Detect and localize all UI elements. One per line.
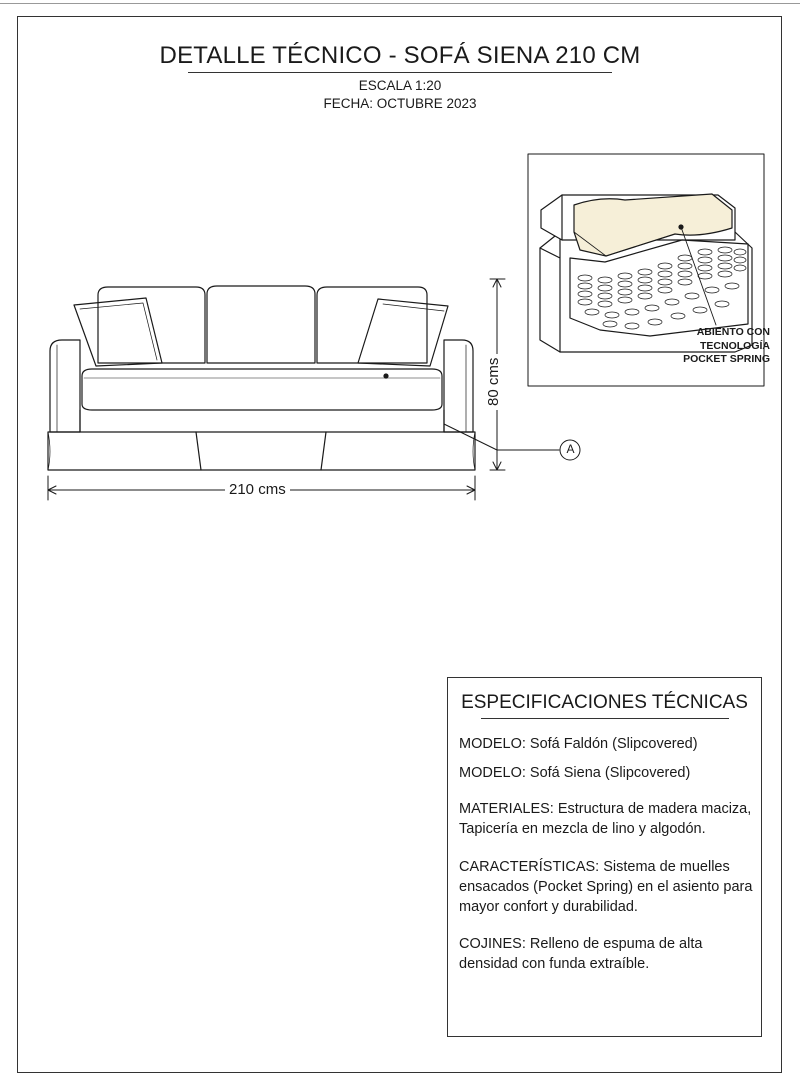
callout-line-3: POCKET SPRING bbox=[683, 353, 770, 365]
skirt bbox=[48, 432, 475, 470]
throw-pillow-right bbox=[358, 299, 448, 366]
spec-label: CARACTERÍSTICAS: bbox=[459, 859, 600, 875]
spec-text: Estructura de madera maciza, Tapicería en mezcla de lino y algodón. bbox=[459, 801, 752, 837]
spec-label: COJINES: bbox=[459, 936, 526, 952]
pocket-spring-callout bbox=[670, 326, 770, 367]
spec-text: Sofá Siena (Slipcovered) bbox=[529, 765, 691, 781]
marker-leader bbox=[444, 424, 559, 450]
back-cushion-center bbox=[207, 286, 315, 363]
page-title: DETALLE TÉCNICO - SOFÁ SIENA 210 CM bbox=[159, 42, 641, 69]
width-dimension-label: 210 cms bbox=[225, 481, 290, 498]
callout-line-2: TECNOLOGÍA bbox=[700, 339, 770, 352]
spec-item bbox=[459, 734, 759, 754]
spec-item bbox=[459, 857, 759, 917]
date-label: FECHA: OCTUBRE 2023 bbox=[323, 96, 477, 111]
specs-title-underline bbox=[481, 718, 729, 719]
spec-item bbox=[459, 799, 759, 839]
sofa-front-view bbox=[48, 286, 475, 470]
back-cushion-left bbox=[98, 287, 205, 363]
spec-text: Sofá Faldón (Slipcovered) bbox=[529, 736, 698, 752]
back-cushion-right bbox=[317, 287, 427, 363]
spec-label: MODELO: bbox=[459, 736, 526, 752]
arm-left bbox=[50, 340, 80, 432]
spec-label: MODELO: bbox=[459, 765, 526, 781]
arm-right bbox=[444, 340, 473, 432]
marker-label: A bbox=[566, 442, 575, 456]
callout-line-1: ABIENTO CON bbox=[696, 326, 770, 338]
spec-item bbox=[459, 763, 759, 783]
spec-text: Relleno de espuma de alta densidad con funda extraíble. bbox=[459, 936, 703, 972]
specs-panel bbox=[447, 677, 762, 1037]
specs-title: ESPECIFICACIONES TÉCNICAS bbox=[461, 692, 748, 713]
spec-label: MATERIALES: bbox=[459, 801, 554, 817]
height-dimension-label: 80 cms bbox=[485, 354, 502, 410]
spec-item bbox=[459, 934, 759, 974]
scale-label: ESCALA 1:20 bbox=[358, 78, 442, 93]
spec-text: Sistema de muelles ensacados (Pocket Spring) en el asiento para mayor confort y durabilidad. bbox=[459, 859, 753, 915]
